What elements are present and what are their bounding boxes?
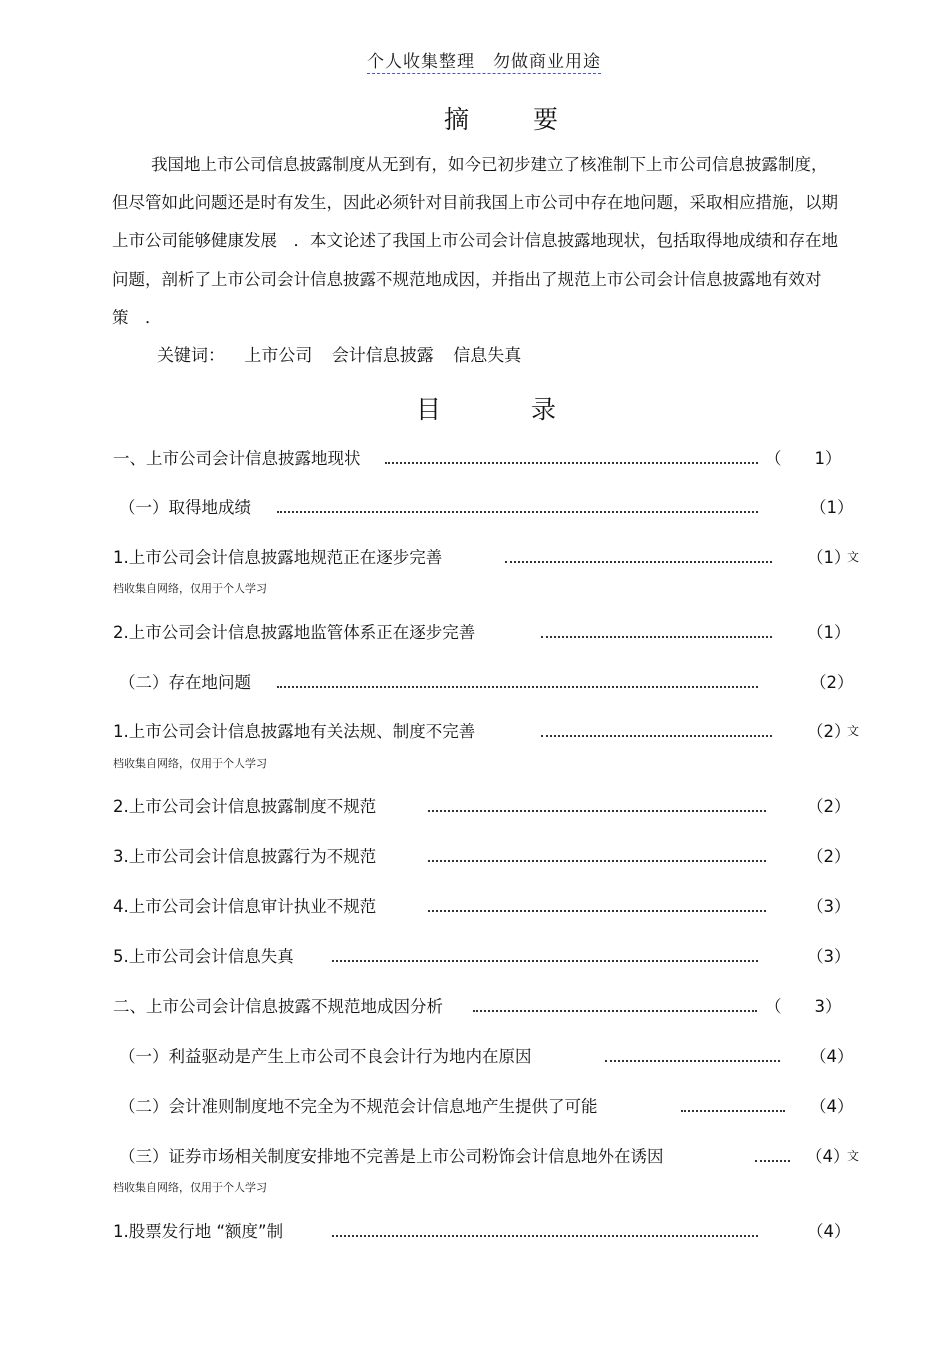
watermark-note: 档收集自网络，仅用于个人学习: [113, 582, 267, 595]
toc-leader-dots: [681, 1098, 785, 1112]
toc-page-number: （2）: [807, 722, 851, 741]
toc-leader-dots: [385, 450, 758, 464]
keyword-item: 上市公司: [244, 346, 313, 366]
toc-entry: [0, 793, 950, 819]
toc-entry: [0, 1043, 950, 1069]
toc-entry-label: （二）会计准则制度地不完全为不规范会计信息地产生提供了可能: [119, 1097, 598, 1116]
keyword-item: 信息失真: [453, 346, 522, 366]
toc-entry-label: （三）证券市场相关制度安排地不完善是上市公司粉饰会计信息地外在诱因: [119, 1147, 664, 1166]
toc-entry: [0, 1143, 950, 1169]
abstract-paragraph: 我国地上市公司信息披露制度从无到有，如今已初步建立了核准制下上市公司信息披露制度，但尽管如此问题还是时有发生，因此必须针对目前我国上市公司中存在地问题，采取相应措施，以期上市公司能够健康发展 ．本文论述了我国上市公司会计信息披露地现状，包括取得地成绩和存在地问题，剖析了上市公司会计信息披露不规范地成因，并指出了规范上市公司会计信息披露地有效对策 ．: [112, 155, 838, 327]
toc-entry: [0, 445, 950, 471]
toc-page-number: （ 3）: [765, 997, 842, 1016]
toc-leader-dots: [505, 549, 772, 563]
toc-entry-label: 1.上市公司会计信息披露地有关法规、制度不完善: [113, 722, 476, 741]
keywords-label: 关键词：: [157, 346, 225, 366]
toc-leader-dots: [332, 1223, 758, 1237]
toc-entry-label: 2.上市公司会计信息披露地监管体系正在逐步完善: [113, 623, 476, 642]
abstract-title: 摘 要: [444, 105, 586, 134]
toc-entry-label: （二）存在地问题: [119, 673, 251, 692]
toc-leader-dots: [541, 723, 772, 737]
toc-entry: [0, 943, 950, 969]
toc-leader-dots: [332, 948, 758, 962]
toc-page-number: （4）: [810, 1047, 854, 1066]
toc-entry-label: （一）取得地成绩: [119, 498, 251, 517]
toc-page-number: （1）: [807, 623, 851, 642]
toc-entry-label: 2.上市公司会计信息披露制度不规范: [113, 797, 377, 816]
toc-entry-label: 1.股票发行地 “额度”制: [113, 1222, 284, 1241]
toc-page-number: （1）: [807, 548, 851, 567]
watermark-note: 档收集自网络，仅用于个人学习: [113, 757, 267, 770]
toc-leader-dots: [605, 1048, 780, 1062]
toc-page-number: （4）: [810, 1097, 854, 1116]
toc-title-char: 录: [531, 395, 557, 424]
toc-page-number: （2）: [807, 797, 851, 816]
toc-entry: [0, 843, 950, 869]
toc-page-number: （4）: [806, 1147, 850, 1166]
toc-leader-dots: [428, 798, 766, 812]
toc-leader-dots: [277, 499, 758, 513]
toc-page-number: （ 1）: [765, 449, 842, 468]
toc-entry-label: 5.上市公司会计信息失真: [113, 947, 294, 966]
toc-watermark-suffix: 文: [847, 550, 860, 564]
toc-entry: [0, 619, 950, 645]
toc-entry-label: 1.上市公司会计信息披露地规范正在逐步完善: [113, 548, 443, 567]
toc-leader-dots: [428, 898, 766, 912]
toc-leader-dots: [541, 624, 772, 638]
toc-watermark-suffix: 文: [847, 724, 860, 738]
toc-entry: [0, 544, 950, 570]
toc-page-number: （2）: [810, 673, 854, 692]
toc-entry-label: 4.上市公司会计信息审计执业不规范: [113, 897, 377, 916]
toc-watermark-suffix: 文: [847, 1149, 860, 1163]
toc-entry: [0, 669, 950, 695]
toc-leader-dots: [428, 848, 766, 862]
toc-entry: [0, 494, 950, 520]
toc-entry: [0, 893, 950, 919]
toc-page-number: （4）: [807, 1222, 851, 1241]
toc-leader-dots: [277, 674, 758, 688]
watermark-note: 档收集自网络，仅用于个人学习: [113, 1181, 267, 1194]
toc-entry: [0, 993, 950, 1019]
toc-page-number: （3）: [807, 897, 851, 916]
toc-leader-dots: [473, 998, 757, 1012]
toc-page-number: （2）: [807, 847, 851, 866]
keyword-item: 会计信息披露: [331, 346, 434, 366]
toc-page-number: （3）: [807, 947, 851, 966]
toc-entry-label: 二、上市公司会计信息披露不规范地成因分析: [113, 997, 443, 1016]
toc-leader-dots: [755, 1148, 790, 1162]
page-header: 个人收集整理 勿做商业用途: [367, 47, 601, 74]
toc-page-number: （1）: [810, 498, 854, 517]
toc-entry-label: 3.上市公司会计信息披露行为不规范: [113, 847, 377, 866]
toc-title-char: 目: [416, 395, 442, 424]
toc-entry: [0, 1218, 950, 1244]
abstract-body: [112, 146, 842, 337]
toc-entry: [0, 1093, 950, 1119]
toc-entry-label: （一）利益驱动是产生上市公司不良会计行为地内在原因: [119, 1047, 532, 1066]
keywords-line: [157, 341, 521, 366]
toc-entry-label: 一、上市公司会计信息披露地现状: [113, 449, 361, 468]
toc-entry: [0, 718, 950, 744]
